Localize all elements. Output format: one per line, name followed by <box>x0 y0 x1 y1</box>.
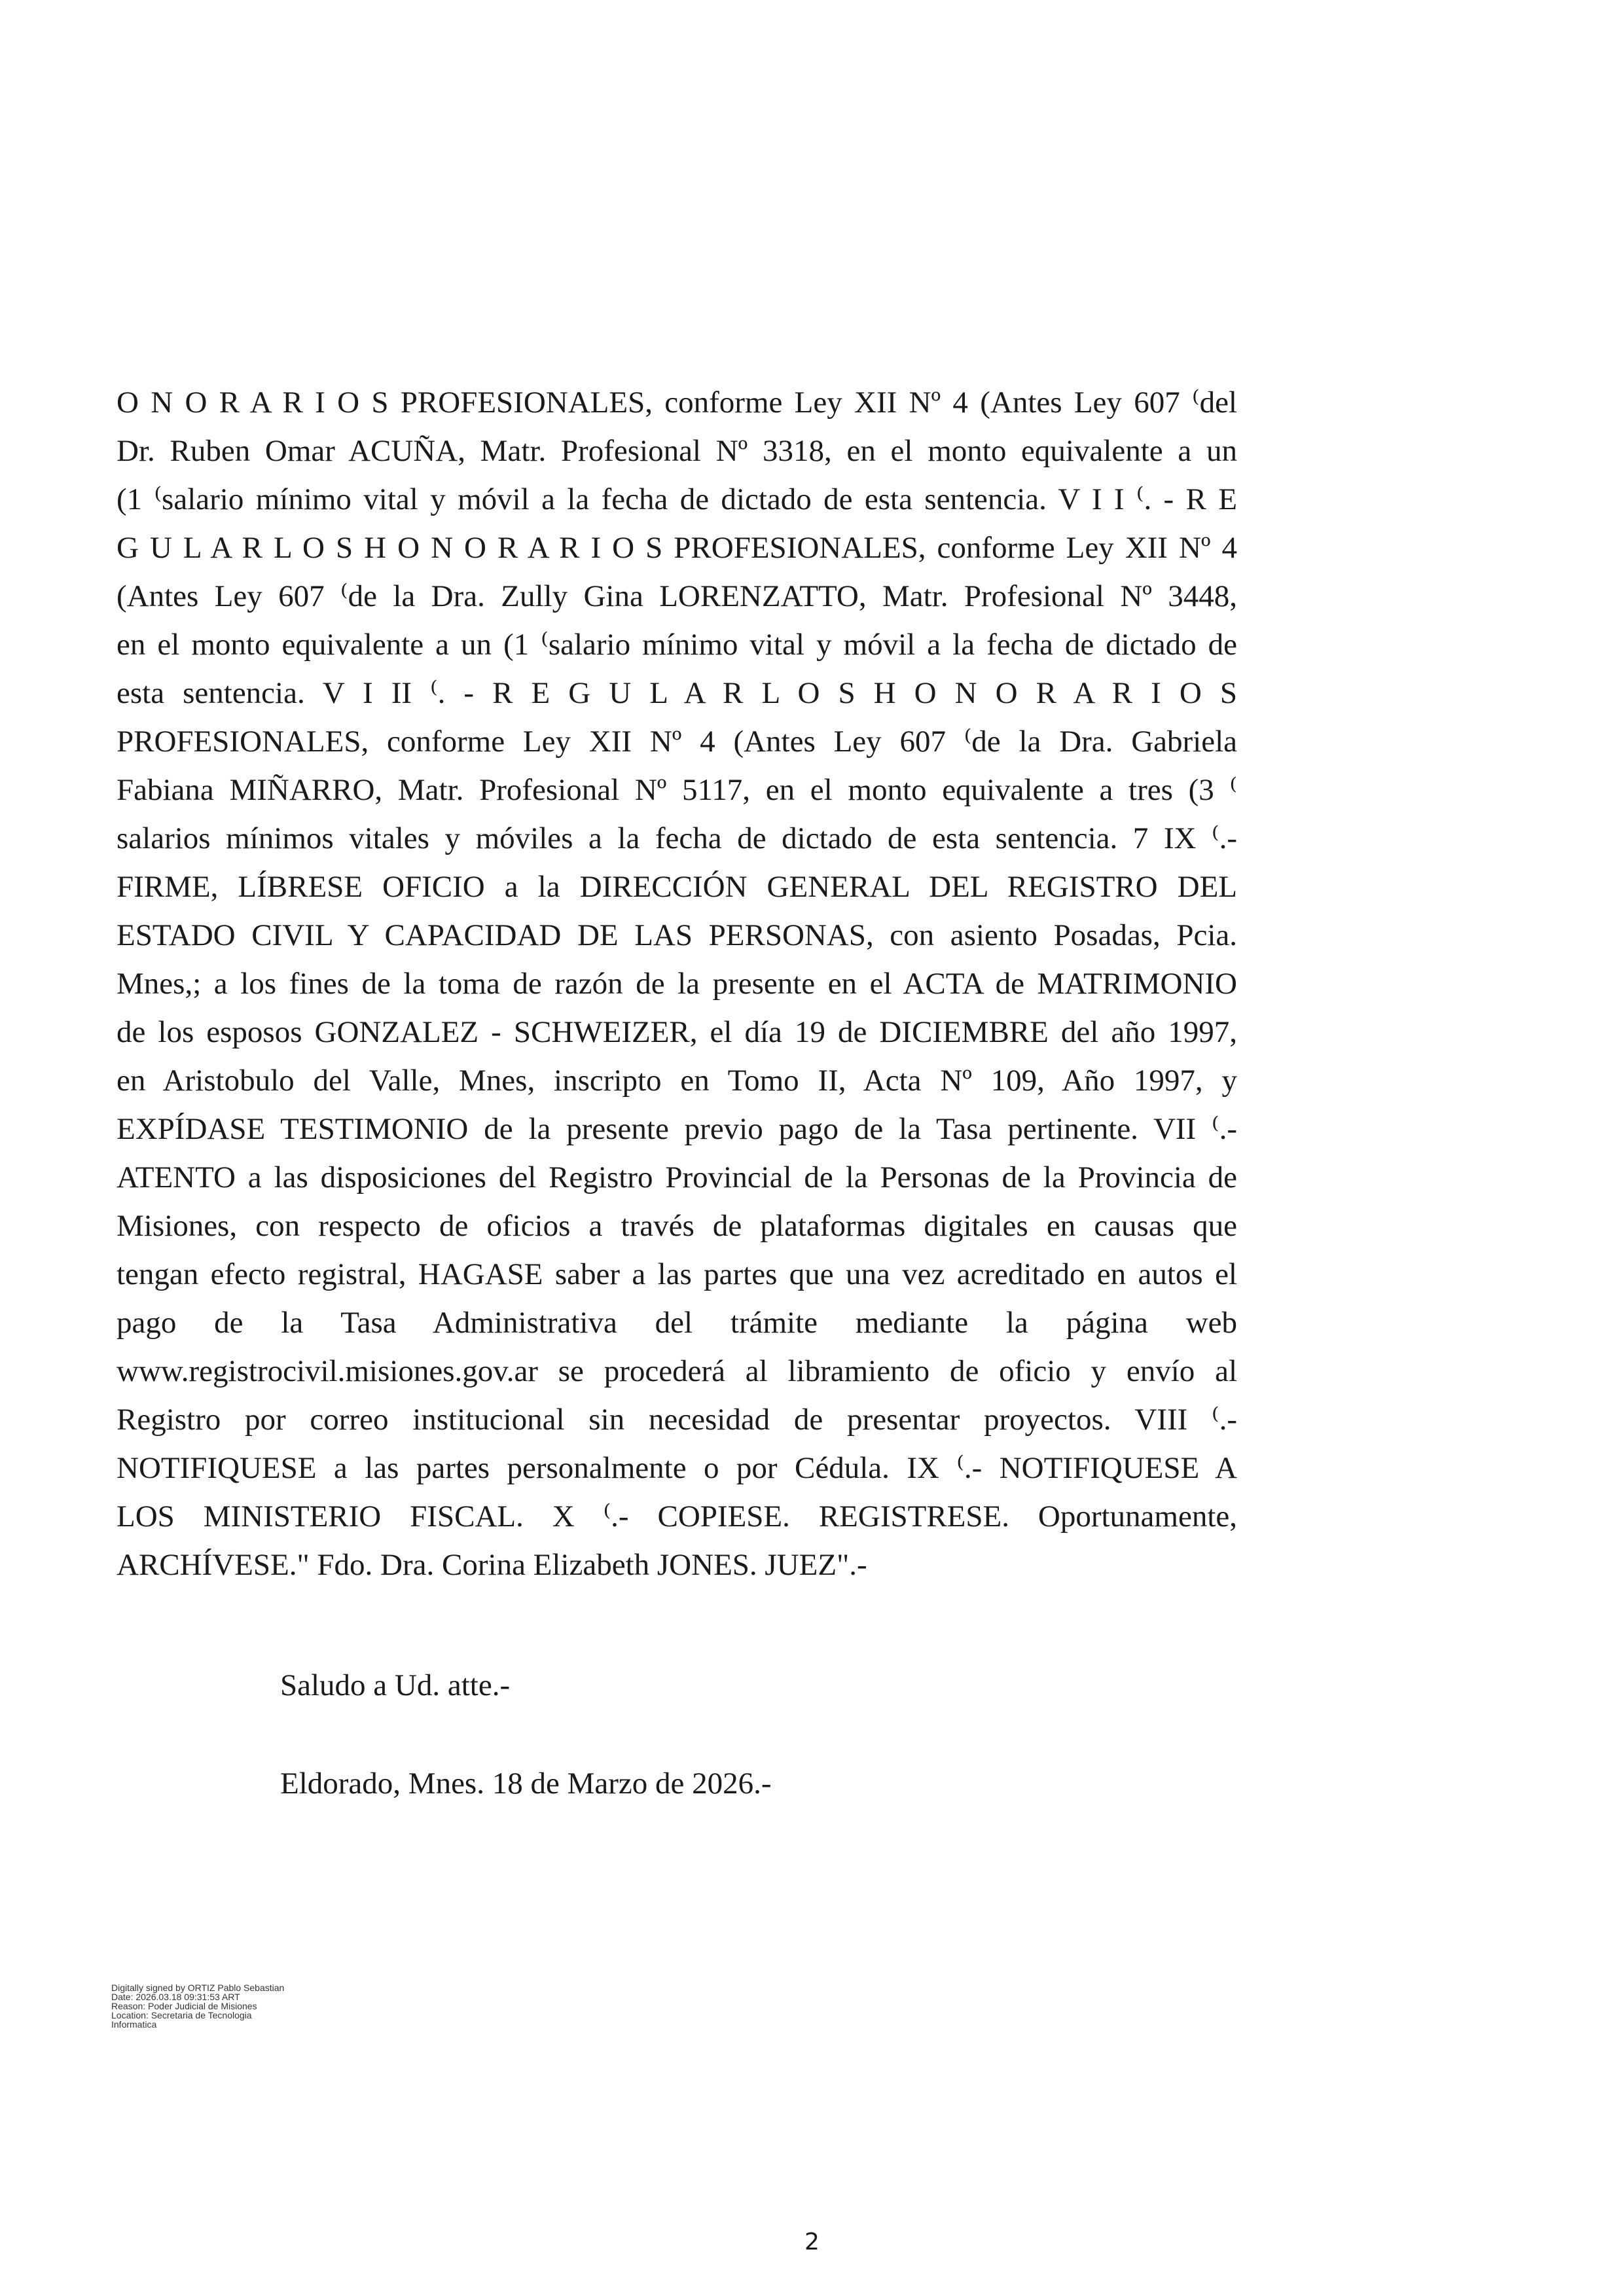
body-line: Fabiana MIÑARRO, Matr. Profesional Nº 5117, en el monto equivalente a tres (3 ⁽ <box>117 773 1237 807</box>
body-line: ATENTO a las disposiciones del Registro Provincial de la Personas de la Provincia de <box>117 1160 1237 1194</box>
body-line: Mnes,; a los fines de la toma de razón de la presente en el ACTA de MATRIMONIO <box>117 967 1237 1001</box>
body-line: LOS MINISTERIO FISCAL. X ⁽.- COPIESE. REGISTRESE. Oportunamente, <box>117 1499 1237 1534</box>
body-line: Registro por correo institucional sin necesidad de presentar proyectos. VIII ⁽.- <box>117 1403 1237 1437</box>
body-line: Dr. Ruben Omar ACUÑA, Matr. Profesional Nº 3318, en el monto equivalente a un <box>117 434 1237 468</box>
body-line: G U L A R L O S H O N O R A R I O S PROFESIONALES, conforme Ley XII Nº 4 <box>117 531 1237 565</box>
body-line: (1 ⁽salario mínimo vital y móvil a la fecha de dictado de esta sentencia. V I I ⁽. - R E <box>117 482 1237 516</box>
body-line: ARCHÍVESE." Fdo. Dra. Corina Elizabeth JONES. JUEZ".- <box>117 1548 867 1582</box>
salutation: Saludo a Ud. atte.- <box>280 1668 511 1702</box>
body-line: NOTIFIQUESE a las partes personalmente o por Cédula. IX ⁽.- NOTIFIQUESE A <box>117 1451 1237 1485</box>
body-line: esta sentencia. V I II ⁽. - R E G U L A R L O S H O N O R A R I O S <box>117 676 1237 710</box>
signature-line: Date: 2026.03.18 09:31:53 ART <box>111 1992 240 2002</box>
body-line: tengan efecto registral, HAGASE saber a las partes que una vez acreditado en autos el <box>117 1257 1237 1291</box>
body-line: salarios mínimos vitales y móviles a la fecha de dictado de esta sentencia. 7 IX ⁽.- <box>117 821 1237 855</box>
body-line: pago de la Tasa Administrativa del trámite mediante la página web <box>117 1306 1237 1340</box>
signature-line: Location: Secretaria de Tecnologia <box>111 2010 252 2020</box>
resolution-body-text <box>117 378 1237 1589</box>
body-line: FIRME, LÍBRESE OFICIO a la DIRECCIÓN GENERAL DEL REGISTRO DEL <box>117 870 1237 904</box>
signature-line: Informatica <box>111 2019 157 2030</box>
body-line: ESTADO CIVIL Y CAPACIDAD DE LAS PERSONAS, con asiento Posadas, Pcia. <box>117 918 1237 952</box>
body-line: EXPÍDASE TESTIMONIO de la presente previo pago de la Tasa pertinente. VII ⁽.- <box>117 1112 1237 1146</box>
body-line: (Antes Ley 607 ⁽de la Dra. Zully Gina LORENZATTO, Matr. Profesional Nº 3448, <box>117 579 1237 613</box>
page-number: 2 <box>804 2229 820 2255</box>
body-line: O N O R A R I O S PROFESIONALES, conforme Ley XII Nº 4 (Antes Ley 607 ⁽del <box>117 386 1237 420</box>
signature-line: Reason: Poder Judicial de Misiones <box>111 2001 257 2011</box>
digital-signature-stamp <box>111 1983 284 2029</box>
body-line: en Aristobulo del Valle, Mnes, inscripto en Tomo II, Acta Nº 109, Año 1997, y <box>117 1064 1237 1098</box>
body-line: de los esposos GONZALEZ - SCHWEIZER, el día 19 de DICIEMBRE del año 1997, <box>117 1015 1237 1049</box>
body-line: PROFESIONALES, conforme Ley XII Nº 4 (Antes Ley 607 ⁽de la Dra. Gabriela <box>117 725 1237 759</box>
body-line: Misiones, con respecto de oficios a través de plataformas digitales en causas que <box>117 1209 1237 1243</box>
body-line: www.registrocivil.misiones.gov.ar se procederá al libramiento de oficio y envío al <box>117 1354 1237 1388</box>
place-and-date: Eldorado, Mnes. 18 de Marzo de 2026.- <box>280 1767 772 1801</box>
body-line: en el monto equivalente a un (1 ⁽salario mínimo vital y móvil a la fecha de dictado de <box>117 628 1237 662</box>
signature-line: Digitally signed by ORTIZ Pablo Sebastian <box>111 1982 285 1993</box>
